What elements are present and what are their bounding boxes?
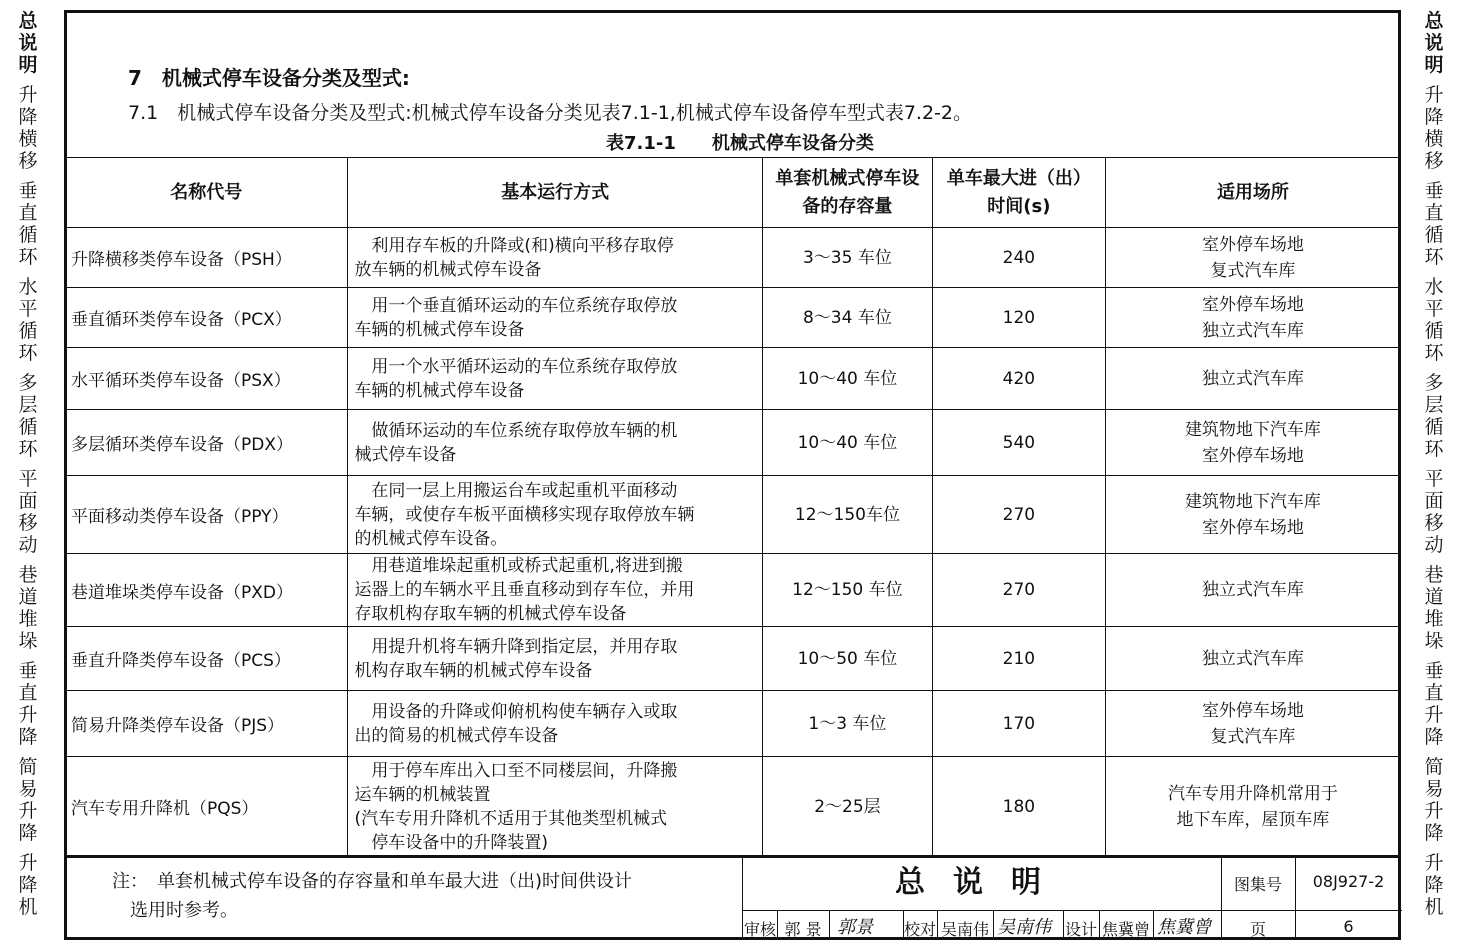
- classification-table: [64, 157, 1401, 857]
- cell-place: [1105, 554, 1400, 627]
- cell-description: [348, 476, 763, 554]
- cell-capacity: 10～40 车位: [762, 348, 932, 410]
- cell-place: [1105, 757, 1400, 857]
- place-line: 汽车专用升降机常用于: [1167, 783, 1338, 804]
- sidebar-group: 平 面 移 动: [18, 468, 38, 556]
- cell-place: [1105, 476, 1400, 554]
- place-line: 室外停车场地: [1201, 517, 1304, 538]
- sidebar-group: 总 说 明: [18, 10, 38, 76]
- cell-name: 升降横移类停车设备（PSH）: [65, 228, 348, 288]
- description-line: 在同一层上用搬运台车或起重机平面移动: [354, 480, 678, 501]
- description-line: 用一个垂直循环运动的车位系统存取停放: [354, 295, 678, 316]
- sidebar-group: 简 易 升 降: [18, 756, 38, 844]
- cell-name: 垂直升降类停车设备（PCS）: [65, 627, 348, 691]
- header-capacity-text: 单套机械式停车设备的存容量: [775, 167, 920, 217]
- place-line: 室外停车场地: [1201, 445, 1304, 466]
- cell-place: [1105, 288, 1400, 348]
- title-block: [742, 855, 1402, 940]
- header-time: [932, 158, 1105, 228]
- header-name: 名称代号: [65, 158, 348, 228]
- design-signature: 焦冀曾: [1157, 917, 1211, 938]
- sidebar-group: 升 降 机: [1424, 852, 1444, 918]
- table-caption: 表7.1-1 机械式停车设备分类: [606, 133, 874, 154]
- cell-name: 汽车专用升降机（PQS）: [65, 757, 348, 857]
- place-line: 独立式汽车库: [1201, 580, 1304, 600]
- description-line: 出的简易的机械式停车设备: [354, 725, 559, 746]
- place-line: 复式汽车库: [1210, 726, 1296, 747]
- cell-capacity: 2～25层: [762, 757, 932, 857]
- table-header-row: [65, 158, 1401, 228]
- place-line: 室外停车场地: [1201, 294, 1304, 315]
- table-row: [65, 288, 1401, 348]
- header-capacity: [762, 158, 932, 228]
- cell-description: [348, 554, 763, 627]
- cell-description: [348, 288, 763, 348]
- description-line: 用巷道堆垛起重机或桥式起重机,将进到搬: [354, 556, 683, 576]
- cell-time: 540: [932, 410, 1105, 476]
- cell-place: [1105, 348, 1400, 410]
- description-line: 停车设备中的升降装置): [354, 832, 549, 853]
- description-line: 运车辆的机械装置: [354, 784, 491, 805]
- description-line: 利用存车板的升降或(和)横向平移存取停: [354, 235, 674, 256]
- sidebar-group: 水 平 循 环: [18, 276, 38, 364]
- cell-time: 120: [932, 288, 1105, 348]
- place-line: 室外停车场地: [1201, 234, 1304, 255]
- page-number: 6: [1343, 917, 1354, 936]
- sidebar-group: 水 平 循 环: [1424, 276, 1444, 364]
- table-row: [65, 757, 1401, 857]
- note: [112, 867, 632, 925]
- cell-description: [348, 627, 763, 691]
- cell-name: 简易升降类停车设备（PJS）: [65, 691, 348, 757]
- table-row: [65, 476, 1401, 554]
- atlas-number: 08J927-2: [1312, 872, 1385, 891]
- table-row: [65, 410, 1401, 476]
- cell-description: [348, 757, 763, 857]
- cell-time: 420: [932, 348, 1105, 410]
- cell-name: 巷道堆垛类停车设备（PXD）: [65, 554, 348, 627]
- sidebar-group: 垂 直 升 降: [1424, 660, 1444, 748]
- table-row: [65, 691, 1401, 757]
- title-block-title: 总说明: [743, 855, 1221, 911]
- place-line: 室外停车场地: [1201, 700, 1304, 721]
- cell-capacity: 8～34 车位: [762, 288, 932, 348]
- section-paragraph: 7.1 机械式停车设备分类及型式:机械式停车设备分类见表7.1-1,机械式停车设备停车型式表7.2-2。: [128, 102, 972, 124]
- header-time-text: 单车最大进（出）时间(s): [946, 167, 1091, 217]
- sidebar-group: 平 面 移 动: [1424, 468, 1444, 556]
- cell-capacity: 10～40 车位: [762, 410, 932, 476]
- cell-description: [348, 410, 763, 476]
- description-line: (汽车专用升降机不适用于其他类型机械式: [354, 808, 668, 829]
- sidebar-group: 简 易 升 降: [1424, 756, 1444, 844]
- note-line-1: 注： 单套机械式停车设备的存容量和单车最大进（出)时间供设计: [112, 871, 633, 892]
- description-line: 放车辆的机械式停车设备: [354, 259, 542, 280]
- cell-capacity: 12～150车位: [762, 476, 932, 554]
- header-mode: 基本运行方式: [348, 158, 763, 228]
- sidebar-group: 垂 直 循 环: [1424, 180, 1444, 268]
- place-line: 独立式汽车库: [1201, 648, 1304, 669]
- design-label: 设计: [1064, 920, 1097, 939]
- cell-name: 多层循环类停车设备（PDX）: [65, 410, 348, 476]
- cell-place: [1105, 627, 1400, 691]
- check-label: 校对: [903, 920, 936, 939]
- left-sidebar: [8, 10, 48, 926]
- sidebar-group: 升 降 横 移: [1424, 84, 1444, 172]
- sidebar-group: 升 降 机: [18, 852, 38, 918]
- review-name: 郭 景: [784, 920, 822, 939]
- table-row: [65, 228, 1401, 288]
- table-row: [65, 554, 1401, 627]
- check-signature: 吴南伟: [997, 917, 1051, 938]
- cell-capacity: 12～150 车位: [762, 554, 932, 627]
- description-line: 的机械式停车设备。: [354, 528, 508, 549]
- cell-description: [348, 228, 763, 288]
- cell-time: 180: [932, 757, 1105, 857]
- description-line: 用于停车库出入口至不同楼层间，升降搬: [354, 760, 678, 781]
- cell-capacity: 3～35 车位: [762, 228, 932, 288]
- cell-time: 270: [932, 554, 1105, 627]
- description-line: 机构存取车辆的机械式停车设备: [354, 660, 593, 681]
- description-line: 运器上的车辆水平且垂直移动到存车位，并用: [354, 580, 695, 600]
- review-signature: 郭景: [837, 917, 873, 938]
- description-line: 车辆，或使存车板平面横移实现存取停放车辆: [354, 504, 695, 525]
- check-name: 吴南伟: [940, 920, 989, 939]
- sidebar-group: 总 说 明: [1424, 10, 1444, 76]
- cell-name: 平面移动类停车设备（PPY）: [65, 476, 348, 554]
- cell-capacity: 1～3 车位: [762, 691, 932, 757]
- cell-time: 210: [932, 627, 1105, 691]
- cell-name: 水平循环类停车设备（PSX）: [65, 348, 348, 410]
- place-line: 独立式汽车库: [1201, 320, 1304, 341]
- place-line: 建筑物地下汽车库: [1184, 419, 1321, 440]
- description-line: 车辆的机械式停车设备: [354, 319, 525, 340]
- header-place: 适用场所: [1105, 158, 1400, 228]
- sidebar-group: 巷 道 堆 垛: [18, 564, 38, 652]
- place-line: 复式汽车库: [1210, 260, 1296, 281]
- cell-time: 240: [932, 228, 1105, 288]
- atlas-label: 图集号: [1233, 875, 1282, 894]
- cell-capacity: 10～50 车位: [762, 627, 932, 691]
- description-line: 做循环运动的车位系统存取停放车辆的机: [354, 420, 678, 441]
- right-sidebar: [1414, 10, 1454, 926]
- design-name: 焦冀曾: [1101, 920, 1150, 939]
- place-line: 地下车库，屋顶车库: [1176, 809, 1330, 830]
- place-line: 建筑物地下汽车库: [1184, 491, 1321, 512]
- sidebar-group: 多 层 循 环: [18, 372, 38, 460]
- cell-place: [1105, 691, 1400, 757]
- place-line: 独立式汽车库: [1201, 368, 1304, 389]
- description-line: 存取机构存取车辆的机械式停车设备: [354, 604, 627, 624]
- cell-description: [348, 691, 763, 757]
- sidebar-group: 升 降 横 移: [18, 84, 38, 172]
- description-line: 用提升机将车辆升降到指定层，并用存取: [354, 636, 678, 657]
- sidebar-group: 巷 道 堆 垛: [1424, 564, 1444, 652]
- section-heading: 7 机械式停车设备分类及型式:: [128, 66, 410, 90]
- note-line-2: 选用时参考。: [112, 900, 238, 921]
- table-row: [65, 348, 1401, 410]
- cell-place: [1105, 410, 1400, 476]
- description-line: 车辆的机械式停车设备: [354, 380, 525, 401]
- cell-name: 垂直循环类停车设备（PCX）: [65, 288, 348, 348]
- table-row: [65, 627, 1401, 691]
- cell-description: [348, 348, 763, 410]
- sidebar-group: 多 层 循 环: [1424, 372, 1444, 460]
- page-label: 页: [1249, 920, 1266, 939]
- sidebar-group: 垂 直 循 环: [18, 180, 38, 268]
- description-line: 用设备的升降或仰俯机构使车辆存入或取: [354, 701, 678, 722]
- cell-place: [1105, 228, 1400, 288]
- sidebar-group: 垂 直 升 降: [18, 660, 38, 748]
- description-line: 械式停车设备: [354, 444, 457, 465]
- description-line: 用一个水平循环运动的车位系统存取停放: [354, 356, 678, 377]
- cell-time: 270: [932, 476, 1105, 554]
- cell-time: 170: [932, 691, 1105, 757]
- review-label: 审核: [743, 920, 776, 939]
- bottom-area: [64, 855, 1401, 940]
